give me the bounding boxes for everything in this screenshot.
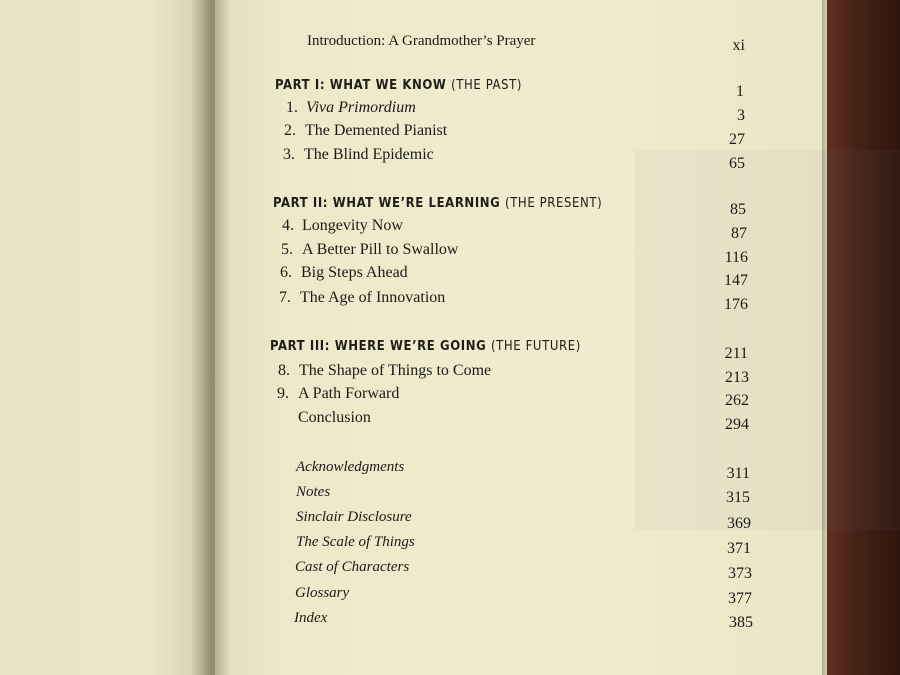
left-page [0,0,215,675]
backmatter-title: Glossary [295,585,350,601]
chapter-number: 3. [283,146,295,163]
part-page: 85 [730,201,746,218]
backmatter-page: 385 [729,614,753,631]
chapter-title: A Better Pill to Swallow [302,241,459,258]
chapter-number: 6. [280,264,292,281]
chapter-page: 87 [731,225,747,242]
chapter-title: Viva Primordium [306,99,416,116]
chapter-title: A Path Forward [298,385,400,402]
backmatter-title: Notes [296,484,331,500]
chapter-page: 65 [729,155,745,172]
chapter-page: 176 [724,296,748,313]
book-gutter [190,0,230,675]
chapter-page: 3 [737,107,745,124]
chapter-title: Longevity Now [302,217,403,234]
backmatter-title: Index [294,610,328,626]
backmatter-title: Cast of Characters [295,559,410,575]
part-page: 211 [724,345,748,362]
chapter-number: 2. [284,122,296,139]
page-edge-shadow [822,0,830,675]
backmatter-page: 377 [728,590,752,607]
intro-title: Introduction: A Grandmother’s Prayer [307,33,536,49]
chapter-title: The Demented Pianist [305,122,448,139]
chapter-page: 27 [729,131,745,148]
part-heading: PART III: WHERE WE’RE GOING (THE FUTURE) [270,339,581,354]
chapter-page: 213 [725,369,749,386]
conclusion-page: 294 [725,416,749,433]
chapter-number: 5. [281,241,293,258]
chapter-title: Big Steps Ahead [301,264,408,281]
chapter-title: The Blind Epidemic [304,146,434,163]
backmatter-page: 315 [726,489,750,506]
chapter-number: 9. [277,385,289,402]
chapter-number: 4. [282,217,294,234]
chapter-number: 8. [278,362,290,379]
backmatter-title: Sinclair Disclosure [296,509,412,525]
conclusion-title: Conclusion [298,409,371,426]
part-heading: PART II: WHAT WE’RE LEARNING (THE PRESENT) [273,196,603,211]
backmatter-page: 371 [727,540,751,557]
chapter-title: The Shape of Things to Come [299,362,492,379]
chapter-page: 147 [724,272,748,289]
bleed-through-image [635,150,900,530]
backmatter-title: Acknowledgments [296,459,405,475]
part-heading: PART I: WHAT WE KNOW (THE PAST) [275,78,523,93]
chapter-page: 262 [725,392,749,409]
part-page: 1 [736,83,744,100]
chapter-page: 116 [724,249,748,266]
backmatter-page: 369 [727,515,751,532]
backmatter-page: 373 [728,565,752,582]
backmatter-title: The Scale of Things [296,534,415,550]
intro-page: xi [732,37,745,54]
chapter-number: 1. [286,99,298,116]
chapter-number: 7. [279,289,291,306]
backmatter-page: 311 [726,465,750,482]
chapter-title: The Age of Innovation [300,289,446,306]
